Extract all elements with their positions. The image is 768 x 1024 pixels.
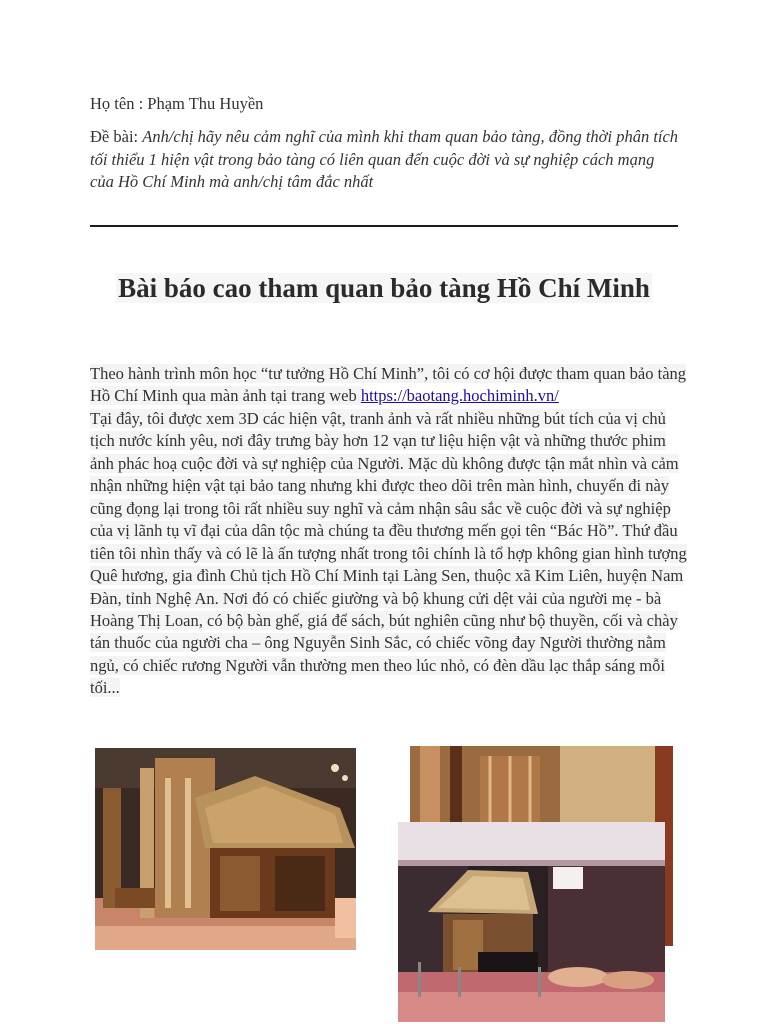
page-title-text: Bài báo cao tham quan bảo tàng Hồ Chí Minh <box>118 273 650 303</box>
student-name: Họ tên : Phạm Thu Huyền <box>90 94 264 113</box>
page-title <box>0 270 768 306</box>
essay-body <box>90 363 688 700</box>
museum-exhibition-room-photo <box>398 822 665 1022</box>
divider-line <box>90 225 678 227</box>
essay-rest: Tại đây, tôi được xem 3D các hiện vật, tranh ảnh và rất nhiều những bút tích của vị chủ tịch nước kính yêu, nơi đây trưng bày hơn 12 vạn tư liệu hiện vật và những thước phim ảnh phác hoạ cuộc đời và sự nghiệp của Người. Mặc dù không được tận mắt nhìn và cảm nhận những hiện vật tại bảo tang nhưng khi được theo dõi trên màn hình, chuyến đi này cũng đọng lại trong tôi rất nhiều suy nghĩ và cảm nhận sâu sắc về cuộc đời và sự nghiệp của vị lãnh tụ vĩ đại của dân tộc mà chúng ta đều thương mến gọi tên “Bác Hồ”. Thứ đầu tiên tôi nhìn thấy và có lẽ là ấn tượng nhất trong tôi chính là tổ hợp không gian hình tượng Quê hương, gia đình Chủ tịch Hồ Chí Minh tại Làng Sen, thuộc xã Kim Liên, huyện Nam Đàn, tỉnh Nghệ An. Nơi đó có chiếc giường và bộ khung cửi dệt vải của người mẹ - bà Hoàng Thị Loan, có bộ bàn ghế, giá để sách, bút nghiên cũng như bộ thuyền, cối và chày tán thuốc của người cha – ông Nguyễn Sinh Sắc, có chiếc võng đay Người thường nằm ngủ, có chiếc rương Người vẫn thường men theo lúc nhỏ, có đèn dầu lạc thắp sáng mỗi tối... <box>90 408 687 698</box>
essay-intro: Theo hành trình môn học “tư tưởng Hồ Chí Minh”, tôi có cơ hội được tham quan bảo tàng Hồ Chí Minh qua màn ảnh tại trang web <box>90 364 687 406</box>
assignment-text: Anh/chị hãy nêu cảm nghĩ của mình khi tham quan bảo tàng, đồng thời phân tích tối thiểu 1 hiện vật trong bảo tàng có liên quan đến cuộc đời và sự nghiệp cách mạng của Hồ Chí Minh mà anh/chị tâm đắc nhất <box>90 127 679 191</box>
museum-hut-photo-left <box>95 748 356 950</box>
museum-website-link[interactable]: https://baotang.hochiminh.vn/ <box>360 386 559 406</box>
assignment-label: Đề bài: <box>90 127 143 146</box>
assignment-prompt <box>90 126 680 194</box>
